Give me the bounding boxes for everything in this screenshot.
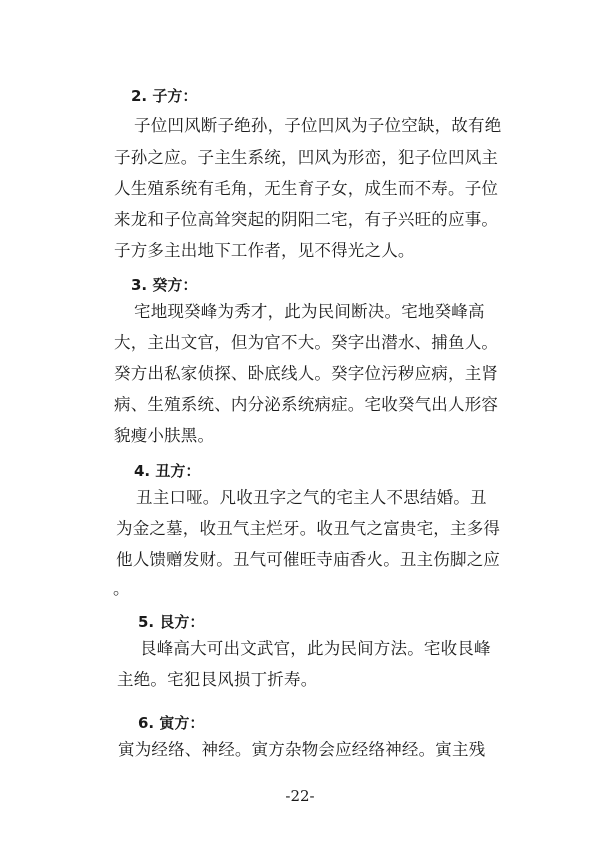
section-3-line-5: 貌瘦小肤黑。 xyxy=(114,426,215,445)
section-2-line-3: 人生殖系统有毛角，无生育子女，成生而不寿。子位 xyxy=(114,179,499,198)
section-3-line-4: 病、生殖系统、内分泌系统病症。宅收癸气出人形容 xyxy=(114,395,499,414)
section-2-line-4: 来龙和子位高耸突起的阴阳二宅，有子兴旺的应事。 xyxy=(114,210,499,229)
section-4-line-4: 。 xyxy=(113,579,130,598)
section-2-line-1: 子位凹风断子绝孙，子位凹风为子位空缺，故有绝 xyxy=(134,116,502,135)
section-2-line-2: 子孙之应。子主生系统，凹风为形峦，犯子位凹风主 xyxy=(114,148,499,167)
section-4-heading: 4. 丑方： xyxy=(134,462,201,480)
section-4-line-2: 为金之墓，收丑气主烂牙。收丑气之富贵宅，主多得 xyxy=(116,519,501,538)
section-2-line-5: 子方多主出地下工作者，见不得光之人。 xyxy=(114,241,415,260)
section-5-heading: 5. 艮方： xyxy=(138,613,205,631)
section-4-line-3: 他人馈赠发财。丑气可催旺寺庙香火。丑主伤脚之应 xyxy=(116,550,501,569)
section-3-line-2: 大，主出文官，但为官不大。癸字出潜水、捕鱼人。 xyxy=(114,333,499,352)
section-3-heading: 3. 癸方： xyxy=(131,276,198,294)
section-3-line-3: 癸方出私家侦探、卧底线人。癸字位污秽应病，主肾 xyxy=(114,364,499,383)
section-5-line-2: 主绝。宅犯艮风损丁折寿。 xyxy=(117,670,318,689)
section-2-heading: 2. 子方： xyxy=(131,87,198,105)
section-5-line-1: 艮峰高大可出文武官，此为民间方法。宅收艮峰 xyxy=(140,639,491,658)
section-6-line-1: 寅为经络、神经。寅方杂物会应经络神经。寅主残 xyxy=(118,740,486,759)
section-4-line-1: 丑主口哑。凡收丑字之气的宅主人不思结婚。丑 xyxy=(136,488,487,507)
page-number: -22- xyxy=(285,787,315,805)
section-3-line-1: 宅地现癸峰为秀才，此为民间断决。宅地癸峰高 xyxy=(134,302,485,321)
section-6-heading: 6. 寅方： xyxy=(138,714,205,732)
